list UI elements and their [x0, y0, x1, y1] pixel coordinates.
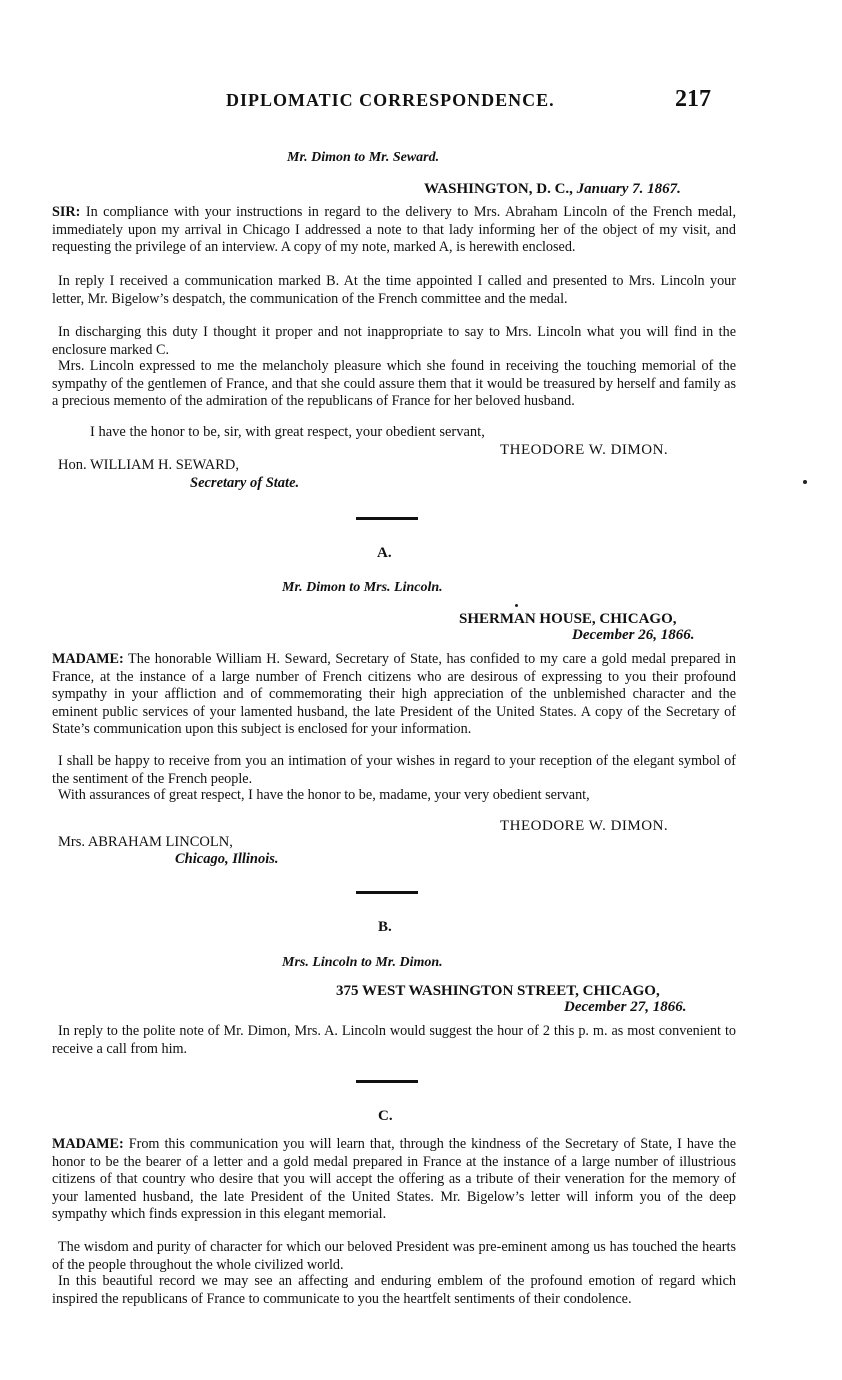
letter1-salutation: SIR:: [52, 204, 81, 220]
letter1-addressee-title: Secretary of State.: [190, 475, 300, 491]
letterC-paragraph-3: In this beautiful record we may see an affecting and enduring emblem of the profound emotion of regard which inspired the republicans of France to communicate to you the heartfelt sentiments of their condolence.: [52, 1273, 736, 1307]
letterA-paragraph-3: With assurances of great respect, I have the honor to be, madame, your very obedient servant,: [58, 787, 590, 803]
letterA-addressee-name: Mrs. ABRAHAM LINCOLN,: [58, 834, 233, 850]
letterA-paragraph-1: MADAME: The honorable William H. Seward, Secretary of State, has confided to my care a gold medal prepared in France, at the instance of a large number of French citizens who are desirous of expressing to you their profound sympathy in your affliction and of commemorating their high appreciation of the unblemished character and the eminent public services of your lamented husband, the late President of the United States. A copy of the Secretary of State’s communication upon this subject is enclosed for your information.: [52, 651, 736, 738]
letterA-addressee-place: Chicago, Illinois.: [175, 851, 279, 867]
section-divider: [356, 517, 418, 520]
letter1-paragraph-2: In reply I received a communication marked B. At the time appointed I called and presented to Mrs. Lincoln your letter, Mr. Bigelow’s despatch, the communication of the French committee and the medal.: [52, 273, 736, 307]
letterC-paragraph-2: The wisdom and purity of character for which our beloved President was pre-eminent among us has touched the hearts of the people throughout the whole civilized world.: [52, 1239, 736, 1273]
letterB-heading: Mrs. Lincoln to Mr. Dimon.: [282, 955, 443, 970]
letter1-heading: Mr. Dimon to Mr. Seward.: [287, 150, 440, 165]
running-header: DIPLOMATIC CORRESPONDENCE.: [226, 90, 555, 110]
letterA-label: A.: [377, 545, 392, 561]
letter1-paragraph-3: In discharging this duty I thought it proper and not inappropriate to say to Mrs. Lincoln what you will find in the enclosure marked C.: [52, 324, 736, 358]
letterA-dateline-date: December 26, 1866.: [572, 627, 695, 643]
letterB-label: B.: [378, 919, 392, 935]
letterC-label: C.: [378, 1108, 393, 1124]
letterB-dateline-date: December 27, 1866.: [564, 999, 687, 1015]
letter1-addressee-name: Hon. WILLIAM H. SEWARD,: [58, 457, 239, 473]
letterC-paragraph-1: MADAME: From this communication you will learn that, through the kindness of the Secretary of State, I have the honor to be the bearer of a letter and a gold medal prepared in France at the instance of a large number of illustrious citizens of that country who desire that you will accept the offering as a tribute of their veneration for the memory of your lamented husband, the late President of the United States. Mr. Bigelow’s letter will inform you of the deep sympathy which finds expression in this elegant memorial.: [52, 1136, 736, 1223]
letterB-dateline-place: 375 WEST WASHINGTON STREET, CHICAGO,: [336, 983, 660, 999]
letter1-paragraph-4: Mrs. Lincoln expressed to me the melancholy pleasure which she found in receiving the touching memorial of the sympathy of the gentlemen of France, and that she could assure them that it would be treasured by herself and family as a precious memento of the admiration of the republicans of France for her beloved husband.: [52, 358, 736, 410]
letter1-paragraph-1: SIR: In compliance with your instructions in regard to the delivery to Mrs. Abraham Lincoln of the French medal, immediately upon my arrival in Chicago I addressed a note to that lady informing her of the object of my visit, and requesting the privilege of an interview. A copy of my note, marked A, is herewith enclosed.: [52, 204, 736, 256]
letter1-signature: THEODORE W. DIMON.: [500, 442, 669, 458]
letterA-signature: THEODORE W. DIMON.: [500, 818, 669, 834]
letter1-closing: I have the honor to be, sir, with great respect, your obedient servant,: [90, 424, 485, 440]
letterA-dateline-place: SHERMAN HOUSE, CHICAGO,: [459, 611, 677, 627]
scan-speck: [515, 604, 518, 607]
letterC-salutation: MADAME:: [52, 1136, 124, 1152]
section-divider: [356, 1080, 418, 1083]
letterB-body: In reply to the polite note of Mr. Dimon, Mrs. A. Lincoln would suggest the hour of 2 this p. m. as most convenient to receive a call from him.: [52, 1023, 736, 1057]
letterA-paragraph-2: I shall be happy to receive from you an intimation of your wishes in regard to your reception of the elegant symbol of the sentiment of the French people.: [52, 753, 736, 787]
page-number: 217: [675, 86, 711, 112]
letter1-dateline-date: January 7. 1867.: [576, 181, 681, 197]
letterA-salutation: MADAME:: [52, 651, 124, 667]
letter1-dateline-place: WASHINGTON, D. C.,: [424, 181, 573, 197]
scan-speck: [803, 480, 807, 484]
letter1-dateline: [424, 181, 681, 198]
letterA-heading: Mr. Dimon to Mrs. Lincoln.: [282, 580, 443, 595]
section-divider: [356, 891, 418, 894]
